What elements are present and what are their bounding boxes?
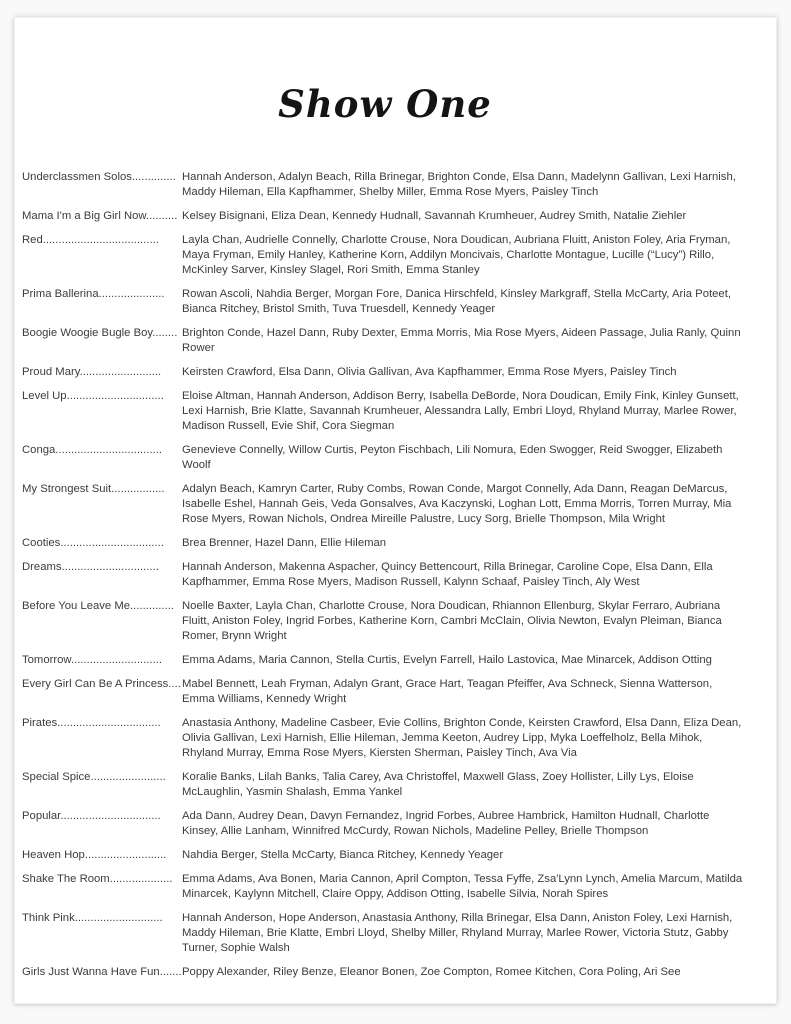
dot-leader: ..................................... — [42, 234, 159, 246]
program-row — [22, 599, 748, 644]
performer-names: Keirsten Crawford, Elsa Dann, Olivia Gallivan, Ava Kapfhammer, Emma Rose Myers, Paisley Tinch — [182, 366, 677, 378]
song-title — [22, 965, 182, 980]
dot-leader: .................................. — [55, 444, 163, 456]
dot-leader: ........................ — [90, 771, 166, 783]
program-row — [22, 809, 748, 839]
song-title — [22, 770, 182, 785]
program-row — [22, 536, 748, 551]
program-row — [22, 482, 748, 527]
song-title — [22, 233, 182, 248]
performer-names: Noelle Baxter, Layla Chan, Charlotte Crouse, Nora Doudican, Rhiannon Ellenburg, Skylar Ferraro, Aubriana Fluitt, Aniston Foley, Ingrid Forbes, Katherine Korn, Cambri McClain, Olivia Newton, Evalyn Pleiman, Bianca Romer, Brynn Wright — [182, 600, 722, 642]
song-title-text: Popular — [22, 810, 61, 822]
song-title — [22, 443, 182, 458]
performer-names: Emma Adams, Maria Cannon, Stella Curtis, Evelyn Farrell, Hailo Lastovica, Mae Minarcek, Addison Otting — [182, 654, 712, 666]
performer-names: Eloise Altman, Hannah Anderson, Addison Berry, Isabella DeBorde, Nora Doudican, Emily Fink, Kinley Gunsett, Lexi Harnish, Brie Klatte, Savannah Krumheuer, Alessandra Lally, Embri Lloyd, Rhyland Murray, Marlee Rower, Madison Russell, Evie Shif, Cora Siegman — [182, 390, 739, 432]
song-title — [22, 872, 182, 887]
performer-names: Nahdia Berger, Stella McCarty, Bianca Ritchey, Kennedy Yeager — [182, 849, 504, 861]
performer-names: Brea Brenner, Hazel Dann, Ellie Hileman — [182, 537, 387, 549]
program-row — [22, 911, 748, 956]
dot-leader: .... — [168, 678, 181, 690]
performer-names: Hannah Anderson, Makenna Aspacher, Quincy Bettencourt, Rilla Brinegar, Caroline Cope, Elsa Dann, Ella Kapfhammer, Emma Rose Myers, Madison Russell, Kalynn Schaaf, Paisley Tinch, Aly West — [182, 561, 713, 588]
performer-names: Genevieve Connelly, Willow Curtis, Peyton Fischbach, Lili Nomura, Eden Swogger, Reid Swogger, Elizabeth Woolf — [182, 444, 723, 471]
song-title — [22, 716, 182, 731]
song-title-text: Prima Ballerina — [22, 288, 99, 300]
song-title — [22, 389, 182, 404]
program-row — [22, 653, 748, 668]
dot-leader: ............................... — [66, 390, 164, 402]
program-row — [22, 560, 748, 590]
program-row — [22, 209, 748, 224]
dot-leader: ................................. — [60, 537, 164, 549]
performer-names: Mabel Bennett, Leah Fryman, Adalyn Grant, Grace Hart, Teagan Pfeiffer, Ava Schneck, Sienna Watterson, Emma Williams, Kennedy Wright — [182, 678, 713, 705]
song-title-text: Tomorrow — [22, 654, 71, 666]
song-title-text: Think Pink — [22, 912, 75, 924]
song-title-text: Before You Leave Me — [22, 600, 131, 612]
program-row — [22, 233, 748, 278]
dot-leader: ....... — [159, 966, 182, 978]
performer-names: Koralie Banks, Lilah Banks, Talia Carey, Ava Christoffel, Maxwell Glass, Zoey Hollister, Lilly Lys, Eloise McLaughlin, Yasmin Shalash, Emma Yankel — [182, 771, 694, 798]
performer-names: Hannah Anderson, Adalyn Beach, Rilla Brinegar, Brighton Conde, Elsa Dann, Madelynn Gallivan, Lexi Harnish, Maddy Hileman, Ella Kapfhammer, Shelby Miller, Emma Rose Myers, Paisley Tinch — [182, 171, 736, 198]
page-title: Show One — [278, 82, 492, 126]
dot-leader: ................................ — [60, 810, 161, 822]
song-title-text: Heaven Hop — [22, 849, 85, 861]
program-row — [22, 848, 748, 863]
performer-names: Adalyn Beach, Kamryn Carter, Ruby Combs, Rowan Conde, Margot Connelly, Ada Dann, Reagan DeMarcus, Isabelle Eshel, Hannah Geis, Veda Gonsalves, Ava Kaczynski, Loghan Lott, Emma Morris, Torren Murray, Mia Rose Myers, Rowan Nichols, Ondrea Mireille Palustre, Lucy Sorg, Brielle Thompson, Mila Wright — [182, 483, 732, 525]
song-title-text: Level Up — [22, 390, 67, 402]
program-row — [22, 287, 748, 317]
song-title-text: Pirates — [22, 717, 58, 729]
song-title — [22, 326, 182, 341]
program-row — [22, 443, 748, 473]
program-row — [22, 677, 748, 707]
dot-leader: ............................. — [70, 654, 162, 666]
program-page — [14, 17, 777, 1004]
song-title — [22, 365, 182, 380]
song-title — [22, 536, 182, 551]
song-title-text: Girls Just Wanna Have Fun — [22, 966, 160, 978]
performer-names: Layla Chan, Audrielle Connelly, Charlotte Crouse, Nora Doudican, Aubriana Fluitt, Aniston Foley, Aria Fryman, Maya Fryman, Emily Hanley, Katherine Korn, Addilyn Moncivais, Charlotte Montague, Lucille (“Lucy”) Rillo, McKinley Sarver, Kinsley Slagel, Rori Smith, Emma Stanley — [182, 234, 731, 276]
program-row — [22, 716, 748, 761]
program-list — [22, 170, 748, 980]
dot-leader: ............................... — [61, 561, 159, 573]
song-title-text: Boogie Woogie Bugle Boy — [22, 327, 153, 339]
song-title — [22, 482, 182, 497]
song-title — [22, 911, 182, 926]
dot-leader: ........ — [152, 327, 178, 339]
performer-names: Kelsey Bisignani, Eliza Dean, Kennedy Hudnall, Savannah Krumheuer, Audrey Smith, Natalie Ziehler — [182, 210, 687, 222]
dot-leader: ..................... — [98, 288, 165, 300]
program-row — [22, 326, 748, 356]
song-title-text: Mama I'm a Big Girl Now — [22, 210, 146, 222]
song-title-text: Conga — [22, 444, 56, 456]
program-row — [22, 770, 748, 800]
dot-leader: .......................... — [79, 366, 162, 378]
song-title-text: My Strongest Suit — [22, 483, 112, 495]
dot-leader: ................................. — [57, 717, 161, 729]
performer-names: Poppy Alexander, Riley Benze, Eleanor Bonen, Zoe Compton, Romee Kitchen, Cora Poling, Ari See — [182, 966, 681, 978]
performer-names: Emma Adams, Ava Bonen, Maria Cannon, April Compton, Tessa Fyffe, Zsa'Lynn Lynch, Amelia Marcum, Matilda Minarcek, Kaylynn Mitchell, Claire Oppy, Addison Otting, Isabelle Silvia, Norah Spires — [182, 873, 743, 900]
program-row — [22, 965, 748, 980]
performer-names: Anastasia Anthony, Madeline Casbeer, Evie Collins, Brighton Conde, Keirsten Crawford, Elsa Dann, Eliza Dean, Olivia Gallivan, Lexi Harnish, Ellie Hileman, Jemma Keeton, Audrey Lipp, Myka Loeffelholz, Bella Mihok, Rhyland Murray, Emma Rose Myers, Kiersten Sherman, Paisley Tinch, Ava Via — [182, 717, 742, 759]
song-title — [22, 209, 182, 224]
song-title-text: Shake The Room — [22, 873, 110, 885]
song-title — [22, 653, 182, 668]
song-title-text: Dreams — [22, 561, 62, 573]
song-title-text: Special Spice — [22, 771, 91, 783]
program-row — [22, 389, 748, 434]
song-title — [22, 677, 182, 692]
performer-names: Brighton Conde, Hazel Dann, Ruby Dexter, Emma Morris, Mia Rose Myers, Aideen Passage, Julia Ranly, Quinn Rower — [182, 327, 741, 354]
song-title-text: Every Girl Can Be A Princess — [22, 678, 169, 690]
song-title — [22, 170, 182, 185]
song-title — [22, 560, 182, 575]
dot-leader: .......... — [145, 210, 178, 222]
song-title — [22, 848, 182, 863]
song-title-text: Cooties — [22, 537, 61, 549]
dot-leader: .............. — [130, 600, 174, 612]
dot-leader: ............................ — [74, 912, 163, 924]
song-title-text: Underclassmen Solos — [22, 171, 132, 183]
performer-names: Rowan Ascoli, Nahdia Berger, Morgan Fore, Danica Hirschfeld, Kinsley Markgraff, Stella McCarty, Aria Poteet, Bianca Ritchey, Bristol Smith, Tuva Truesdell, Kennedy Yeager — [182, 288, 731, 315]
song-title-text: Red — [22, 234, 43, 246]
program-row — [22, 170, 748, 200]
program-row — [22, 365, 748, 380]
song-title-text: Proud Mary — [22, 366, 80, 378]
program-row — [22, 872, 748, 902]
dot-leader: .......................... — [84, 849, 167, 861]
song-title — [22, 599, 182, 614]
song-title — [22, 809, 182, 824]
dot-leader: .................... — [109, 873, 173, 885]
dot-leader: ................. — [111, 483, 165, 495]
dot-leader: .............. — [131, 171, 176, 183]
performer-names: Hannah Anderson, Hope Anderson, Anastasia Anthony, Rilla Brinegar, Elsa Dann, Aniston Foley, Lexi Harnish, Maddy Hileman, Brie Klatte, Embri Lloyd, Shelby Miller, Rhyland Murray, Marlee Rower, Victoria Stutz, Gabby Turner, Sophie Walsh — [182, 912, 733, 954]
performer-names: Ada Dann, Audrey Dean, Davyn Fernandez, Ingrid Forbes, Aubree Hambrick, Hamilton Hudnall, Charlotte Kinsey, Allie Lanham, Winnifred McCurdy, Rowan Nichols, Madeline Pelley, Brielle Thompson — [182, 810, 710, 837]
song-title — [22, 287, 182, 302]
